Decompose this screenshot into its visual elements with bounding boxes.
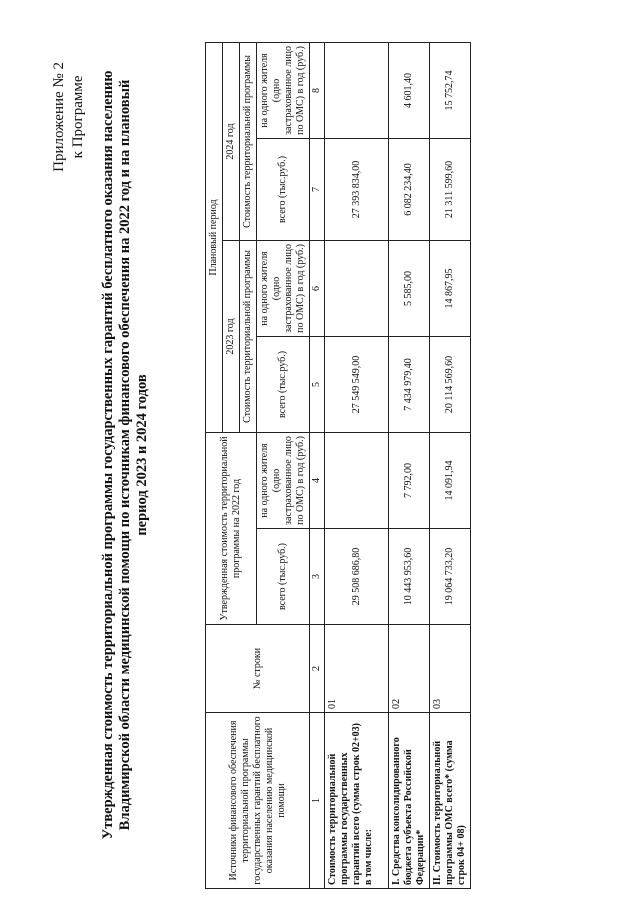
cell-total-2023: 7 434 979,40: [389, 336, 430, 432]
cell-per-resident-2023: 14 867,95: [430, 240, 471, 336]
cell-total-2024: 21 311 599,60: [430, 138, 471, 240]
column-number: 7: [310, 138, 325, 240]
column-number: 5: [310, 336, 325, 432]
cell-total-2024: 27 393 834,00: [325, 138, 389, 240]
table-row: [389, 42, 430, 888]
cell-total-2024: 6 082 234,40: [389, 138, 430, 240]
cell-per-resident-2022: 14 091,94: [430, 432, 471, 528]
cell-per-resident-2022: [325, 432, 389, 528]
column-number: 1: [310, 713, 325, 889]
header-row-number: № строки: [206, 625, 310, 713]
header-total-2024: всего (тыс.руб.): [257, 138, 310, 240]
cell-total-2022: 19 064 733,20: [430, 529, 471, 625]
header-year-2024: 2024 год: [223, 42, 240, 240]
header-source: Источники финансового обеспечения территориальной программы государственных гарантий бесплатного оказания населению медицинской помощи: [206, 713, 310, 889]
header-planning-period: Плановый период: [206, 42, 223, 432]
header-year-2023: 2023 год: [223, 240, 240, 432]
cell-per-resident-2024: [325, 42, 389, 138]
row-label: Стоимость территориальной программы государственных гарантий всего (сумма строк 02+03) в том числе:: [325, 713, 389, 889]
column-number: 3: [310, 529, 325, 625]
document-title: [100, 45, 151, 865]
appendix-line-1: Приложение № 2: [51, 62, 67, 172]
cell-per-resident-2023: [325, 240, 389, 336]
column-number: 8: [310, 42, 325, 138]
column-number-row: [310, 42, 325, 888]
cell-per-resident-2022: 7 792,00: [389, 432, 430, 528]
cost-table: [205, 42, 471, 889]
header-per-resident-2024: на одного жителя (одно застрахованное лицо по ОМС) в год (руб.): [257, 42, 310, 138]
column-number: 6: [310, 240, 325, 336]
table-row: [325, 42, 389, 888]
title-line-1: Утвержденная стоимость территориальной программы государственных гарантий бесплатного оказания населению: [100, 70, 116, 840]
header-total-2022: всего (тыс.руб.): [257, 529, 310, 625]
header-per-resident-2023: на одного жителя (одно застрахованное лицо по ОМС) в год (руб.): [257, 240, 310, 336]
appendix-heading: [50, 62, 88, 172]
cell-per-resident-2023: 5 585,00: [389, 240, 430, 336]
cell-per-resident-2024: 15 752,74: [430, 42, 471, 138]
header-cost-program-2024: Стоимость территориальной программы: [240, 42, 257, 240]
header-per-resident-2022: на одного жителя (одно застрахованное лицо по ОМС) в год (руб.): [257, 432, 310, 528]
column-number: 4: [310, 432, 325, 528]
row-number: 01: [325, 625, 389, 713]
cell-total-2023: 20 114 569,60: [430, 336, 471, 432]
header-row-1: [206, 42, 223, 888]
row-number: 03: [430, 625, 471, 713]
header-approved-2022: Утвержденная стоимость территориальной программы на 2022 год: [206, 432, 257, 624]
header-cost-program-2023: Стоимость территориальной программы: [240, 240, 257, 432]
table-row: [430, 42, 471, 888]
appendix-line-2: к Программе: [70, 75, 86, 159]
title-line-3: период 2023 и 2024 годов: [134, 374, 150, 536]
header-total-2023: всего (тыс.руб.): [257, 336, 310, 432]
title-line-2: Владимирской области медицинской помощи по источникам финансового обеспечения на 2022 год и на плановый: [117, 79, 133, 831]
row-number: 02: [389, 625, 430, 713]
row-label: I. Средства консолидированного бюджета субъекта Российской Федерации*: [389, 713, 430, 889]
cell-per-resident-2024: 4 601,40: [389, 42, 430, 138]
cell-total-2023: 27 549 549,00: [325, 336, 389, 432]
cell-total-2022: 29 508 686,80: [325, 529, 389, 625]
column-number: 2: [310, 625, 325, 713]
row-label: II. Стоимость территориальной программы ОМС всего* (сумма строк 04+ 08): [430, 713, 471, 889]
cell-total-2022: 10 443 953,60: [389, 529, 430, 625]
